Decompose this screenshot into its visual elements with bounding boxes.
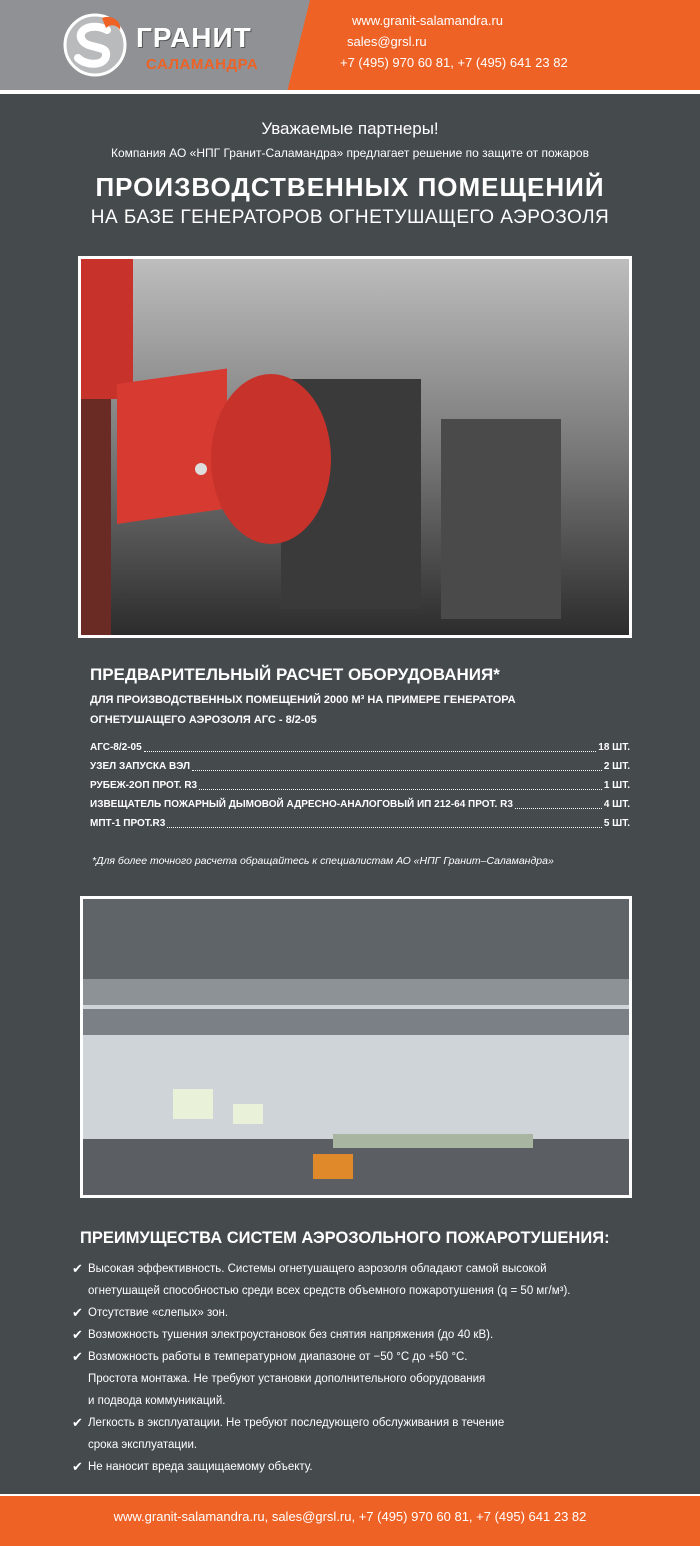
equipment-row <box>90 757 630 776</box>
advantage-text: Высокая эффективность. Системы огнетушащего аэрозоля обладают самой высокой <box>88 1263 547 1275</box>
calc-title: ПРЕДВАРИТЕЛЬНЫЙ РАСЧЕТ ОБОРУДОВАНИЯ* <box>90 665 500 684</box>
advantage-text: и подвода коммуникаций. <box>88 1395 226 1407</box>
company-logo[interactable] <box>62 12 282 80</box>
equipment-name: РУБЕЖ-2ОП ПРОТ. R3 <box>90 780 198 791</box>
warehouse-hall-illustration <box>83 899 629 1195</box>
checkmark-icon: ✔ <box>72 1327 83 1342</box>
equipment-name: ИЗВЕЩАТЕЛЬ ПОЖАРНЫЙ ДЫМОВОЙ АДРЕСНО-АНАЛОГОВЫЙ ИП 212-64 ПРОТ. R3 <box>90 799 513 810</box>
header-phones: +7 (495) 970 60 81, +7 (495) 641 23 82 <box>340 55 568 70</box>
equipment-row <box>90 776 630 795</box>
advantage-item <box>72 1324 638 1346</box>
header-email-link[interactable]: sales@grsl.ru <box>347 34 427 49</box>
advantages-section <box>72 1226 638 1478</box>
advantage-item <box>72 1302 638 1324</box>
calc-footnote: *Для более точного расчета обращайтесь к специалистам АО «НПГ Гранит–Саламандра» <box>92 855 554 867</box>
advantage-text: Возможность работы в температурном диапазоне от −50 °С до +50 °С. <box>88 1351 468 1363</box>
warehouse-photo <box>80 896 632 1198</box>
advantage-text: Отсутствие «слепых» зон. <box>88 1307 229 1319</box>
advantage-text: Легкость в эксплуатации. Не требуют последующего обслуживания в течение <box>88 1417 505 1429</box>
advantage-text: огнетушащей способностью среди всех средств объемного пожаротушения (q = 50 мг/м³). <box>88 1285 571 1297</box>
equipment-qty: 1 ШТ. <box>603 780 630 791</box>
advantage-item <box>72 1456 638 1478</box>
checkmark-icon: ✔ <box>72 1261 83 1276</box>
header <box>0 0 700 90</box>
equipment-list <box>90 738 630 833</box>
advantage-text: срока эксплуатации. <box>88 1439 198 1451</box>
factory-photo <box>78 256 632 638</box>
advantage-item <box>72 1346 638 1412</box>
calculation-section <box>90 664 630 867</box>
advantage-item <box>72 1258 638 1302</box>
header-contacts <box>340 10 568 73</box>
intro-section <box>0 118 700 230</box>
header-divider <box>0 90 700 94</box>
equipment-name: УЗЕЛ ЗАПУСКА ВЭЛ <box>90 761 191 772</box>
advantage-text: Возможность тушения электроустановок без снятия напряжения (до 40 кВ). <box>88 1329 494 1341</box>
equipment-name: АГС-8/2-05 <box>90 742 142 753</box>
headline-sub: НА БАЗЕ ГЕНЕРАТОРОВ ОГНЕТУШАЩЕГО АЭРОЗОЛЯ <box>90 207 610 228</box>
advantages-list <box>72 1258 638 1478</box>
factory-hall-illustration <box>81 259 629 635</box>
calc-subtitle-line: ОГНЕТУШАЩЕГО АЭРОЗОЛЯ АГС - 8/2-05 <box>90 714 317 726</box>
checkmark-icon: ✔ <box>72 1305 83 1320</box>
advantage-text: Не наносит вреда защищаемому объекту. <box>88 1461 313 1473</box>
greeting: Уважаемые партнеры! <box>261 119 439 138</box>
equipment-qty: 4 ШТ. <box>603 799 630 810</box>
advantage-item <box>72 1412 638 1456</box>
footer-contacts[interactable]: www.granit-salamandra.ru, sales@grsl.ru, +7 (495) 970 60 81, +7 (495) 641 23 82 <box>113 1509 587 1524</box>
equipment-name: МПТ-1 ПРОТ.R3 <box>90 818 166 829</box>
headline-main: ПРОИЗВОДСТВЕННЫХ ПОМЕЩЕНИЙ <box>95 172 605 202</box>
equipment-qty: 5 ШТ. <box>603 818 630 829</box>
equipment-qty: 2 ШТ. <box>603 761 630 772</box>
logo-word-salamandra: САЛАМАНДРА <box>146 56 259 73</box>
header-website-link[interactable]: www.granit-salamandra.ru <box>352 13 504 28</box>
checkmark-icon: ✔ <box>72 1459 83 1474</box>
calc-subtitle-line: ДЛЯ ПРОИЗВОДСТВЕННЫХ ПОМЕЩЕНИЙ 2000 М³ НА ПРИМЕРЕ ГЕНЕРАТОРА <box>90 694 516 706</box>
equipment-row <box>90 795 630 814</box>
advantage-text: Простота монтажа. Не требуют установки дополнительного оборудования <box>88 1373 486 1385</box>
checkmark-icon: ✔ <box>72 1349 83 1364</box>
checkmark-icon: ✔ <box>72 1415 83 1430</box>
equipment-qty: 18 ШТ. <box>598 742 630 753</box>
equipment-row <box>90 738 630 757</box>
salamander-logo-icon <box>62 12 128 78</box>
equipment-row <box>90 814 630 833</box>
footer <box>0 1496 700 1546</box>
advantages-title: ПРЕИМУЩЕСТВА СИСТЕМ АЭРОЗОЛЬНОГО ПОЖАРОТУШЕНИЯ: <box>80 1229 610 1247</box>
calc-subtitle <box>90 690 630 730</box>
logo-word-granit: ГРАНИТ <box>136 22 252 53</box>
intro-text: Компания АО «НПГ Гранит-Саламандра» предлагает решение по защите от пожаров <box>111 146 589 160</box>
